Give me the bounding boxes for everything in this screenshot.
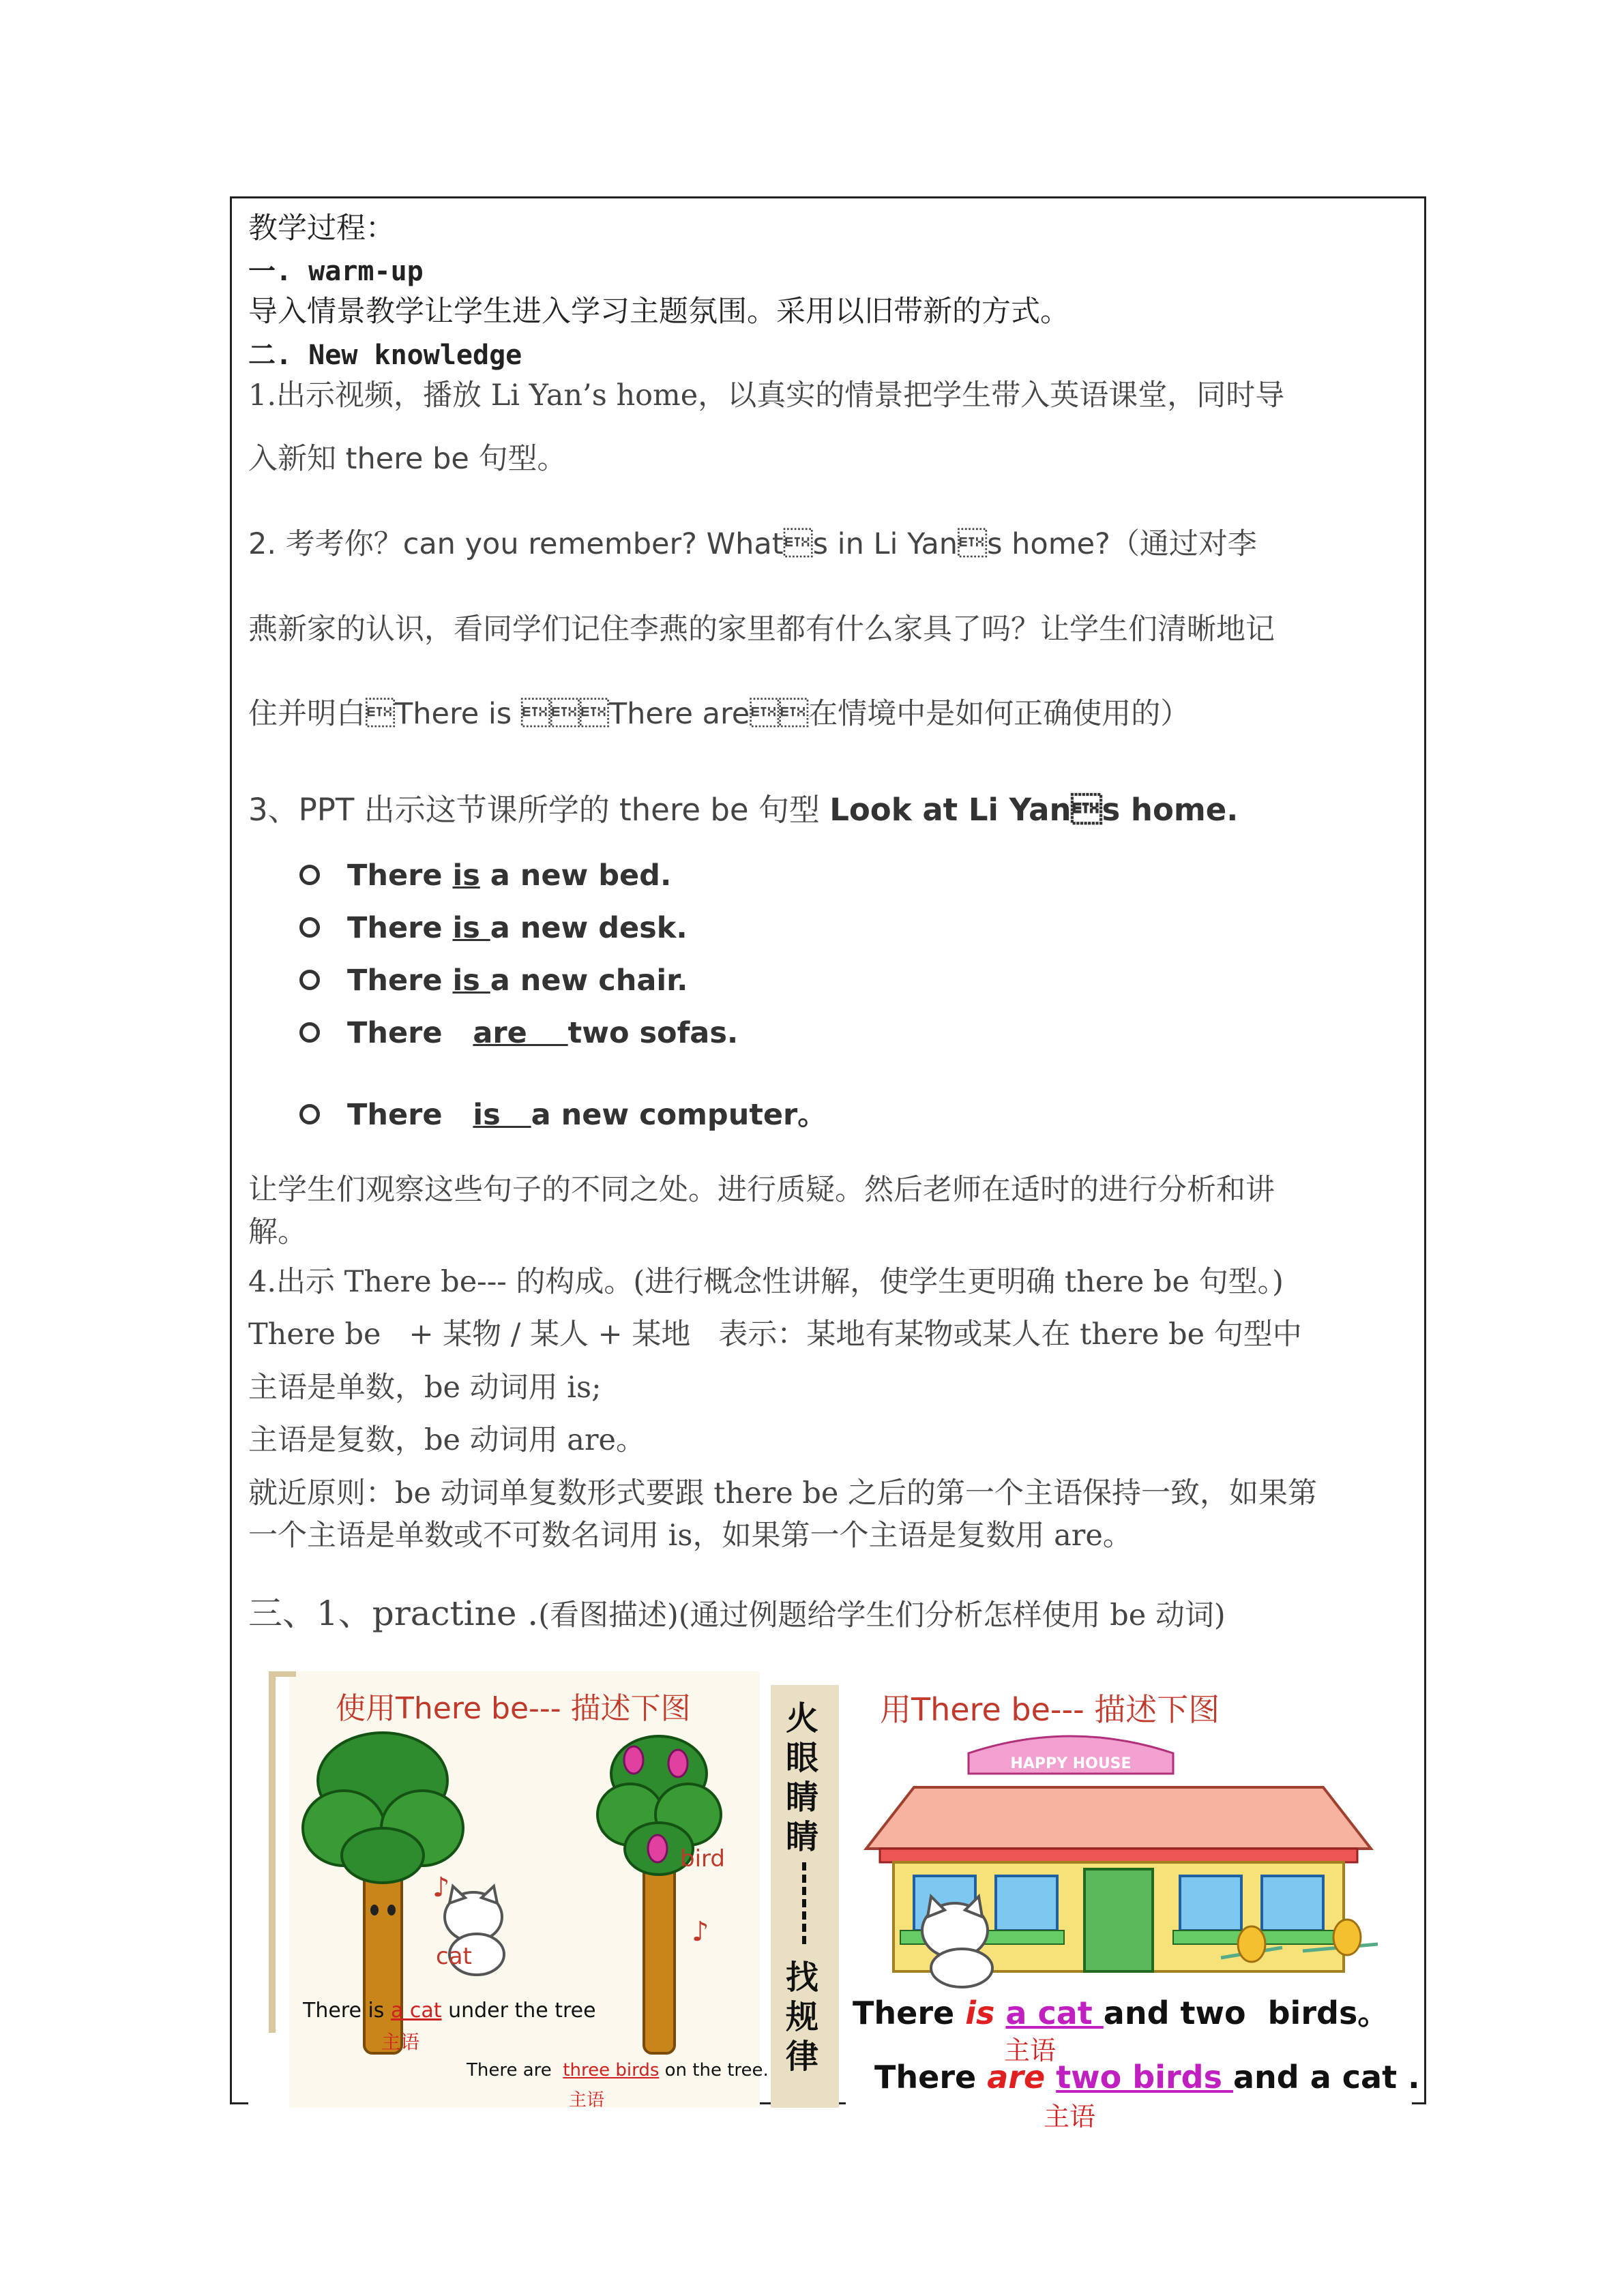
rule-line1: 就近原则：be 动词单复数形式要跟 there be 之后的第一个主语保持一致，如果第 [248,1476,1318,1510]
section-practice-note: (看图描述)(通过例题给学生们分析怎样使用 be 动词) [538,1598,1226,1632]
item2-line1: 2. 考考你？can you remember? Whats in Li Yans home?（通过对李 [248,527,1257,561]
bullet-circle-icon [299,1022,320,1043]
practice-image-trees [248,1671,769,2111]
bullet-item: There is a new bed. [299,859,671,893]
bullet-circle-icon [299,917,320,938]
bullet-circle-icon [299,865,320,885]
tree-icon [597,1736,721,2053]
label-cat: cat [436,1943,472,1970]
practice-images [232,1671,1428,2132]
practice-image-house [846,1671,1420,2132]
section-practice-line [248,1586,1226,1635]
bullet-item: There is a new desk. [299,911,688,945]
cat-icon [922,1896,992,1987]
formula-line2: 主语是单数，be 动词用 is; [248,1371,602,1405]
section-warmup-title: 一. warm-up [248,256,424,287]
rule-line2: 一个主语是单数或不可数名词用 is，如果第一个主语是复数用 are。 [248,1519,1132,1553]
image-left-subject-tag: 主语 [381,2031,420,2053]
svg-text:♪: ♪ [432,1872,450,1903]
label-bird: bird [680,1845,725,1873]
divider-bottom-text: 找规律 [786,1958,819,2076]
svg-text:♪: ♪ [692,1916,709,1948]
lesson-heading: 教学过程： [248,211,395,245]
item3-prefix: 3、PPT 出示这节课所学的 there be 句型 [248,792,830,828]
trees-illustration [289,1712,753,2094]
observe-line2: 解。 [248,1215,307,1249]
image-right-sentence2: There are two birds and a cat . [874,2059,1420,2096]
item3-bold-title: Look at Li Yans home. [829,792,1239,828]
item3-line [248,785,1238,829]
bullet-item: There are two sofas. [299,1016,738,1050]
image-left-sentence2: There are three birds on the tree. [467,2060,769,2081]
observe-line1: 让学生们观察这些句子的不同之处。进行质疑。然后老师在适时的进行分析和讲 [248,1173,1275,1207]
plural-line: 主语是复数，be 动词用 are。 [248,1423,645,1457]
bullet-item: There is a new chair. [299,964,688,998]
section-practice-title: 三、1、practine . [248,1594,539,1633]
house-sign: HAPPY HOUSE [1010,1755,1132,1772]
bullet-item: There is a new computer。 [299,1092,827,1133]
divider-dashed-line [802,1862,810,1944]
image-left-title: 使用There be--- 描述下图 [336,1691,691,1726]
section-new-knowledge-title: 二. New knowledge [248,340,522,371]
item4-line: 4.出示 There be--- 的构成。(进行概念性讲解，使学生更明确 there be 句型。) [248,1265,1284,1299]
image-right-title: 用There be--- 描述下图 [880,1691,1220,1728]
image-right-subject-tag2: 主语 [1044,2102,1096,2132]
item1-line2: 入新知 there be 句型。 [248,442,567,476]
bullet-circle-icon [299,1104,320,1124]
formula-line1: There be + 某物 / 某人 + 某地 表示：某地有某物或某人在 there be 句型中 [248,1317,1302,1352]
lesson-table-cell [230,196,1426,2132]
image-left-sentence1: There is a cat under the tree [303,1999,596,2023]
image-right-subject-tag: 主语 [1004,2036,1057,2066]
bullet-circle-icon [299,970,320,990]
house-illustration [853,1726,1398,1985]
item1-line1: 1.出示视频，播放 Li Yan’s home，以真实的情景把学生带入英语课堂，同时导 [248,378,1285,413]
section-warmup-text: 导入情景教学让学生进入学习主题氛围。采用以旧带新的方式。 [248,295,1069,329]
image-right-sentence1: There is a cat and two birds。 [853,1995,1389,2031]
divider-top-text: 火眼睛睛 [786,1699,819,1856]
image-left-subject-tag2: 主语 [569,2090,605,2111]
image-divider-strip [771,1685,839,2108]
item2-line3: 住并明白There is There are在情境中是如何正确使用的） [248,697,1190,731]
item2-line2: 燕新家的认识，看同学们记住李燕的家里都有什么家具了吗？让学生们清晰地记 [248,612,1275,646]
